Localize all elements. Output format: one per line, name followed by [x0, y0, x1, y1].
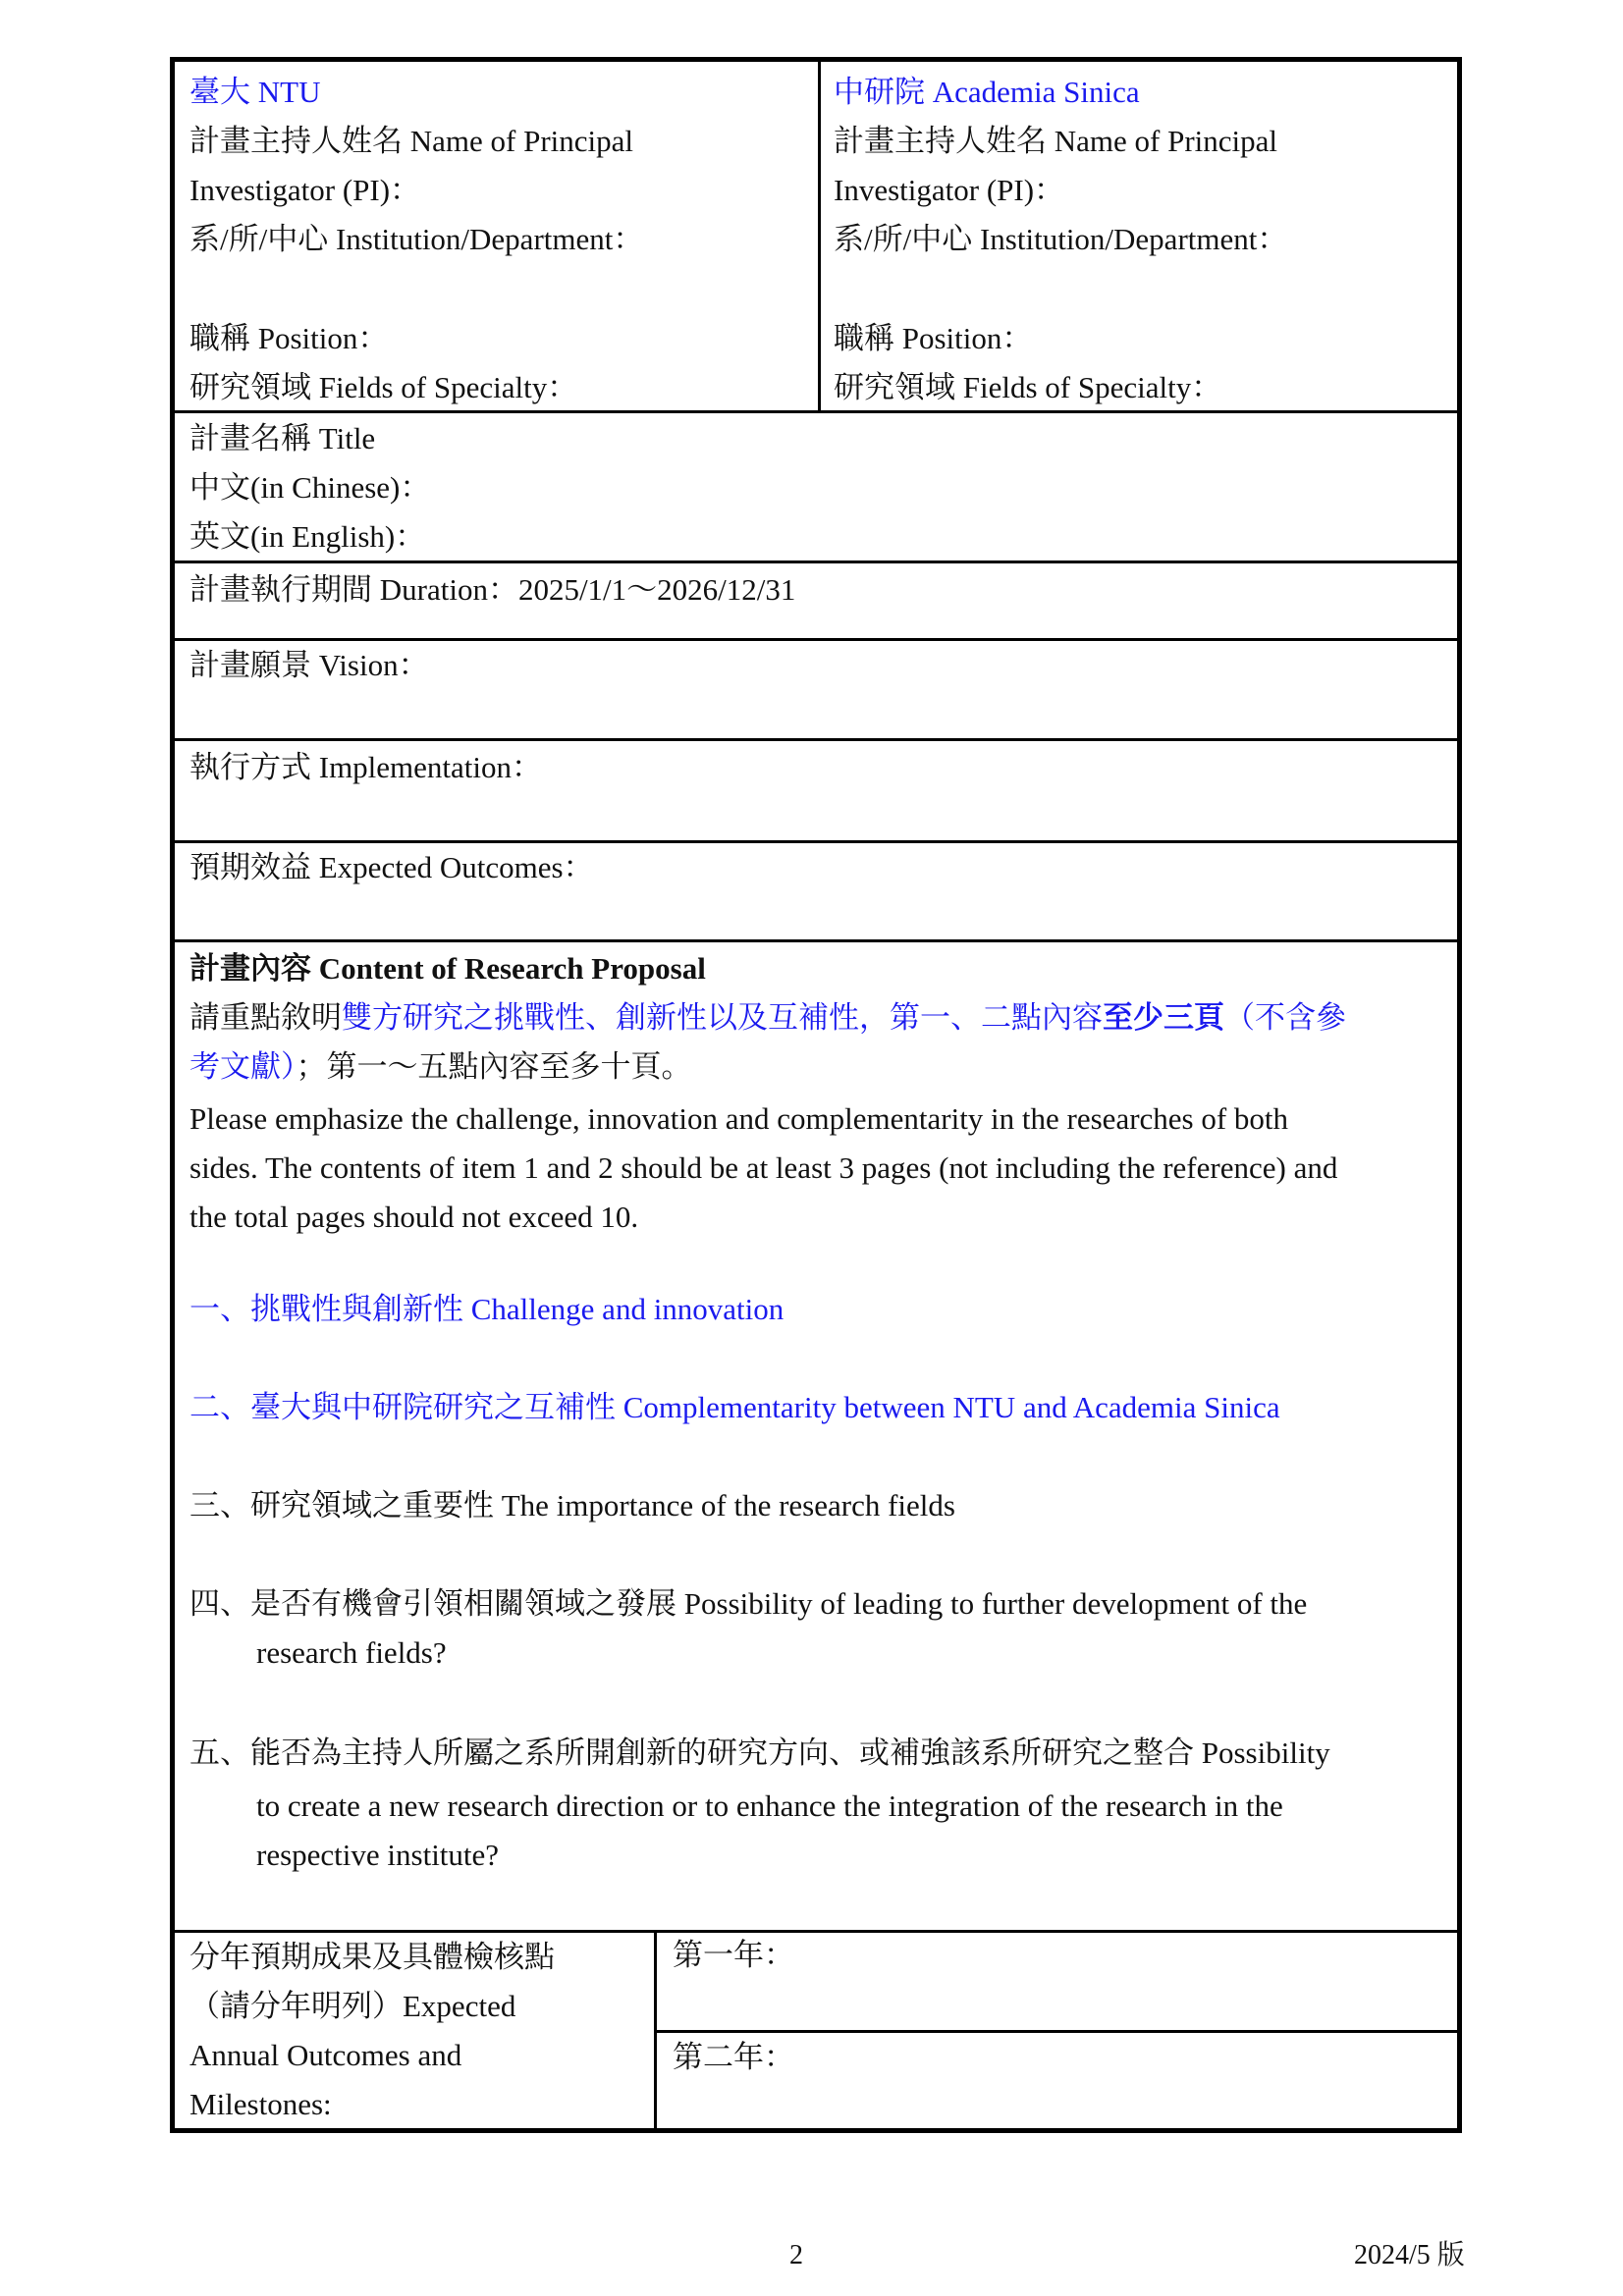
title-english-label: 英文(in English)： [189, 519, 426, 554]
instruction-zh-highlight: 雙方研究之挑戰性、創新性以及互補性，第一、二點內容 [342, 1000, 1103, 1035]
vision-label: 計畫願景 Vision： [189, 648, 429, 682]
item-challenge-innovation: 一、挑戰性與創新性 Challenge and innovation [189, 1292, 784, 1326]
duration-label: 計畫執行期間 Duration：2025/1/1～2026/12/31 [189, 572, 796, 607]
as-pi-name-label-cont: Investigator (PI)： [834, 173, 1065, 207]
item-importance: 三、研究領域之重要性 The importance of the research fields [189, 1488, 955, 1522]
item-leading-development-cont: research fields? [256, 1635, 447, 1670]
expected-outcomes-label: 預期效益 Expected Outcomes： [189, 850, 594, 884]
instruction-zh-max-pages: ；第一～五點內容至多十頁。 [296, 1049, 692, 1084]
column-divider-milestones [654, 1931, 657, 2130]
instruction-zh-ref: 考文獻） [189, 1049, 297, 1084]
milestones-label-line3: Annual Outcomes and [189, 2038, 462, 2072]
as-header: 中研院 Academia Sinica [834, 75, 1140, 109]
ntu-dept-label: 系/所/中心 Institution/Department： [189, 222, 644, 256]
instruction-en-line3: the total pages should not exceed 10. [189, 1200, 639, 1234]
ntu-pi-name-label: 計畫主持人姓名 Name of Principal [189, 124, 634, 158]
page-number: 2 [789, 2240, 803, 2270]
as-specialty-label: 研究領域 Fields of Specialty： [834, 370, 1222, 404]
content-heading: 計畫內容 Content of Research Proposal [189, 951, 706, 986]
instruction-zh-line1 [189, 993, 1346, 1042]
year-one-label: 第一年： [673, 1938, 794, 1972]
item-new-direction-cont2: respective institute? [256, 1838, 500, 1872]
milestones-label-line4: Milestones: [189, 2087, 332, 2121]
project-title-label: 計畫名稱 Title [189, 421, 376, 455]
ntu-pi-name-label-cont: Investigator (PI)： [189, 173, 421, 207]
instruction-zh-line2 [189, 1042, 692, 1092]
instruction-zh-min-pages: 至少三頁 [1103, 1000, 1224, 1035]
as-position-label: 職稱 Position： [834, 321, 1033, 355]
instruction-en-line2: sides. The contents of item 1 and 2 should be at least 3 pages (not including the reference) and [189, 1150, 1338, 1185]
year-two-label: 第二年： [673, 2040, 794, 2074]
item-new-direction: 五、能否為主持人所屬之系所開創新的研究方向、或補強該系所研究之整合 Possibility [189, 1735, 1330, 1770]
item-new-direction-cont1: to create a new research direction or to enhance the integration of the research in the [256, 1789, 1283, 1823]
ntu-header: 臺大 NTU [189, 75, 321, 109]
as-pi-name-label: 計畫主持人姓名 Name of Principal [834, 124, 1278, 158]
column-divider-pi [818, 62, 821, 411]
instruction-en-line1: Please emphasize the challenge, innovation and complementarity in the researches of both [189, 1101, 1289, 1136]
ntu-position-label: 職稱 Position： [189, 321, 389, 355]
instruction-zh-lead: 請重點敘明 [189, 1000, 342, 1035]
implementation-label: 執行方式 Implementation： [189, 750, 543, 784]
form-version: 2024/5 版 [1354, 2240, 1465, 2270]
milestones-label-line1: 分年預期成果及具體檢核點 [189, 1940, 555, 1974]
item-leading-development: 四、是否有機會引領相關領域之發展 Possibility of leading to further development of the [189, 1586, 1308, 1621]
ntu-specialty-label: 研究領域 Fields of Specialty： [189, 370, 578, 404]
as-dept-label: 系/所/中心 Institution/Department： [834, 222, 1288, 256]
row-divider-vision [173, 738, 1459, 741]
title-chinese-label: 中文(in Chinese)： [189, 470, 431, 505]
milestones-label-line2: （請分年明列）Expected [189, 1989, 516, 2023]
item-complementarity: 二、臺大與中研院研究之互補性 Complementarity between NTU and Academia Sinica [189, 1390, 1280, 1424]
row-divider-outcomes [173, 939, 1459, 942]
instruction-zh-excl: （不含參 [1224, 1000, 1346, 1035]
